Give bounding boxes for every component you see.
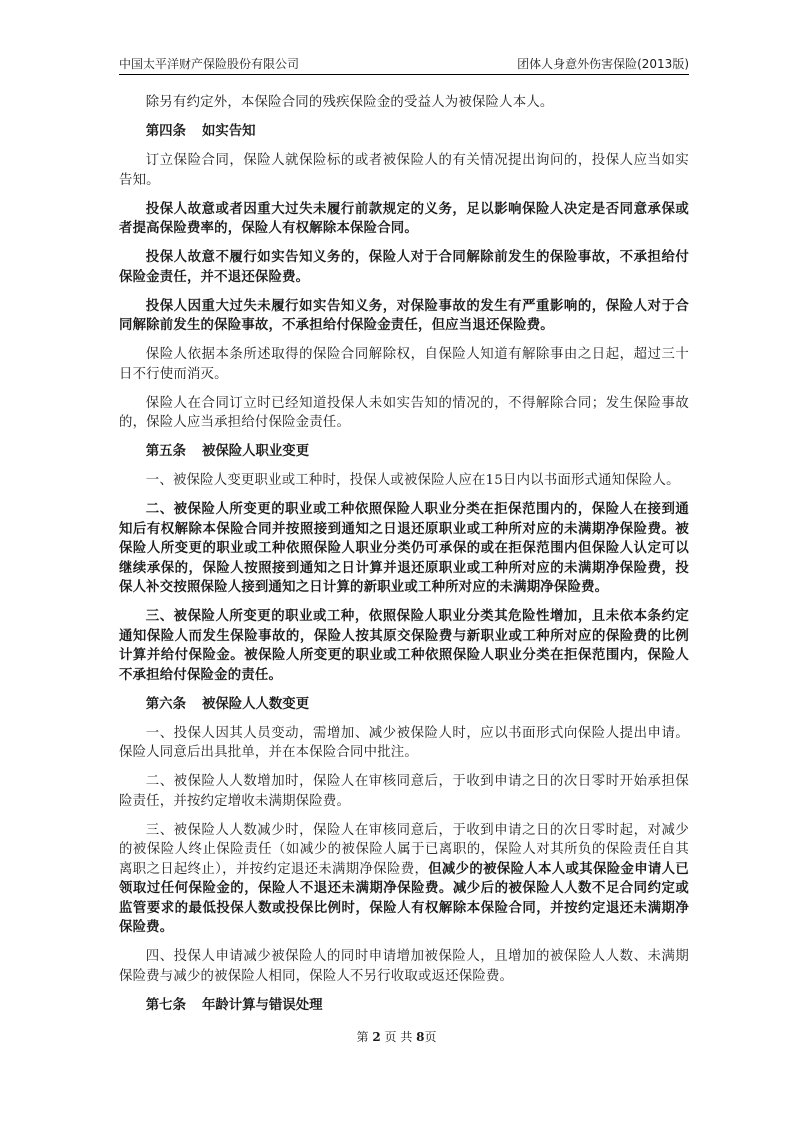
article-heading [119, 996, 689, 1016]
paragraph: 二、被保险人人数增加时，保险人在审核同意后，于收到申请之日的次日零时开始承担保险责任，并按约定增收未满期保险费。 [119, 774, 689, 809]
bold-paragraph: 二、被保险人所变更的职业或工种依照保险人职业分类在拒保范围内的，保险人在接到通知后有权解除本保险合同并按照接到通知之日退还原职业或工种所对应的未满期净保险费。被保险人所变更的职业或工种依照保险人职业分类仍可承保的或在拒保范围内但保险人认定可以继续承保的，保险人按照接到通知之日计算并退还原职业或工种所对应的未满期净保险费，投保人补交按照保险人接到通知之日计算的新职业或工种所对应的未满期净保险费。 [119, 501, 689, 595]
header-product: 团体人身意外伤害保险(2013版) [517, 57, 689, 71]
paragraph: 保险人在合同订立时已经知道投保人未如实告知的情况的，不得解除合同；发生保险事故的，保险人应当承担给付保险金责任。 [119, 395, 689, 430]
footer-prefix: 第 [356, 1030, 369, 1044]
article-number: 第七条 [145, 997, 186, 1013]
article-number: 第四条 [145, 124, 186, 139]
paragraph: 四、投保人申请减少被保险人的同时申请增加被保险人，且增加的被保险人人数、未满期保险费与减少的被保险人相同，保险人不另行收取或返还保险费。 [119, 949, 689, 984]
paragraph-bold-text: 但减少的被保险人本人或其保险金申请人已领取过任何保险金的，保险人不退还未满期净保险费。减少后的被保险人人数不足合同约定或监管要求的最低投保人数或投保比例时，保险人有权解除本保险合同，并按约定退还未满期净保险费。 [119, 860, 689, 935]
paragraph-text: 三、被保险人人数减少时，保险人在审核同意后，于收到申请之日的次日零时起，对减少的被保险人终止保险责任（如减少的被保险人属于已离职的，保险人对其所负的保险责任自其离职之日起终止），并按约定退还未满期净保险费， [119, 822, 689, 877]
document-body [119, 93, 689, 1025]
paragraph: 保险人依据本条所述取得的保险合同解除权，自保险人知道有解除事由之日起，超过三十日不行使而消灭。 [119, 347, 689, 382]
paragraph: 一、投保人因其人员变动，需增加、减少被保险人时，应以书面形式向保险人提出申请。保险人同意后出具批单，并在本保险合同中批注。 [119, 725, 689, 760]
article-number: 第五条 [145, 444, 186, 459]
article-title: 被保险人人数变更 [201, 696, 310, 712]
article-title: 被保险人职业变更 [201, 444, 310, 459]
paragraph [119, 821, 689, 938]
page-header [119, 52, 689, 72]
paragraph: 除另有约定外，本保险合同的残疾保险金的受益人为被保险人本人。 [145, 95, 554, 110]
header-company: 中国太平洋财产保险股份有限公司 [119, 57, 300, 71]
footer-suffix: 页 [424, 1030, 437, 1044]
article-title: 如实告知 [201, 124, 256, 139]
article-number: 第六条 [145, 696, 186, 712]
footer-total-pages: 8 [416, 1030, 425, 1044]
page-footer [0, 1028, 793, 1045]
footer-mid: 页 共 [384, 1030, 413, 1044]
article-title: 年龄计算与错误处理 [201, 997, 323, 1013]
bold-paragraph: 三、被保险人所变更的职业或工种，依照保险人职业分类其危险性增加，且未依本条约定通知保险人而发生保险事故的，保险人按其原交保险费与新职业或工种所对应的保险费的比例计算并给付保险金。被保险人所变更的职业或工种依照保险人职业分类在拒保范围内，保险人不承担给付保险金的责任。 [119, 608, 689, 683]
bold-paragraph: 投保人故意不履行如实告知义务的，保险人对于合同解除前发生的保险事故，不承担给付保险金责任，并不退还保险费。 [119, 249, 689, 285]
paragraph: 一、被保险人变更职业或工种时，投保人或被保险人应在15日内以书面形式通知保险人。 [145, 473, 680, 488]
bold-paragraph: 投保人因重大过失未履行如实告知义务，对保险事故的发生有严重影响的，保险人对于合同解除前发生的保险事故，不承担给付保险金责任，但应当退还保险费。 [119, 297, 689, 333]
article-heading [119, 442, 689, 462]
footer-page-number: 2 [372, 1030, 381, 1044]
bold-paragraph: 投保人故意或者因重大过失未履行前款规定的义务，足以影响保险人决定是否同意承保或者提高保险费率的，保险人有权解除本保险合同。 [119, 200, 689, 236]
header-divider [119, 74, 689, 75]
article-heading [119, 122, 689, 142]
paragraph: 订立保险合同，保险人就保险标的或者被保险人的有关情况提出询问的，投保人应当如实告知。 [119, 153, 689, 188]
article-heading [119, 695, 689, 715]
